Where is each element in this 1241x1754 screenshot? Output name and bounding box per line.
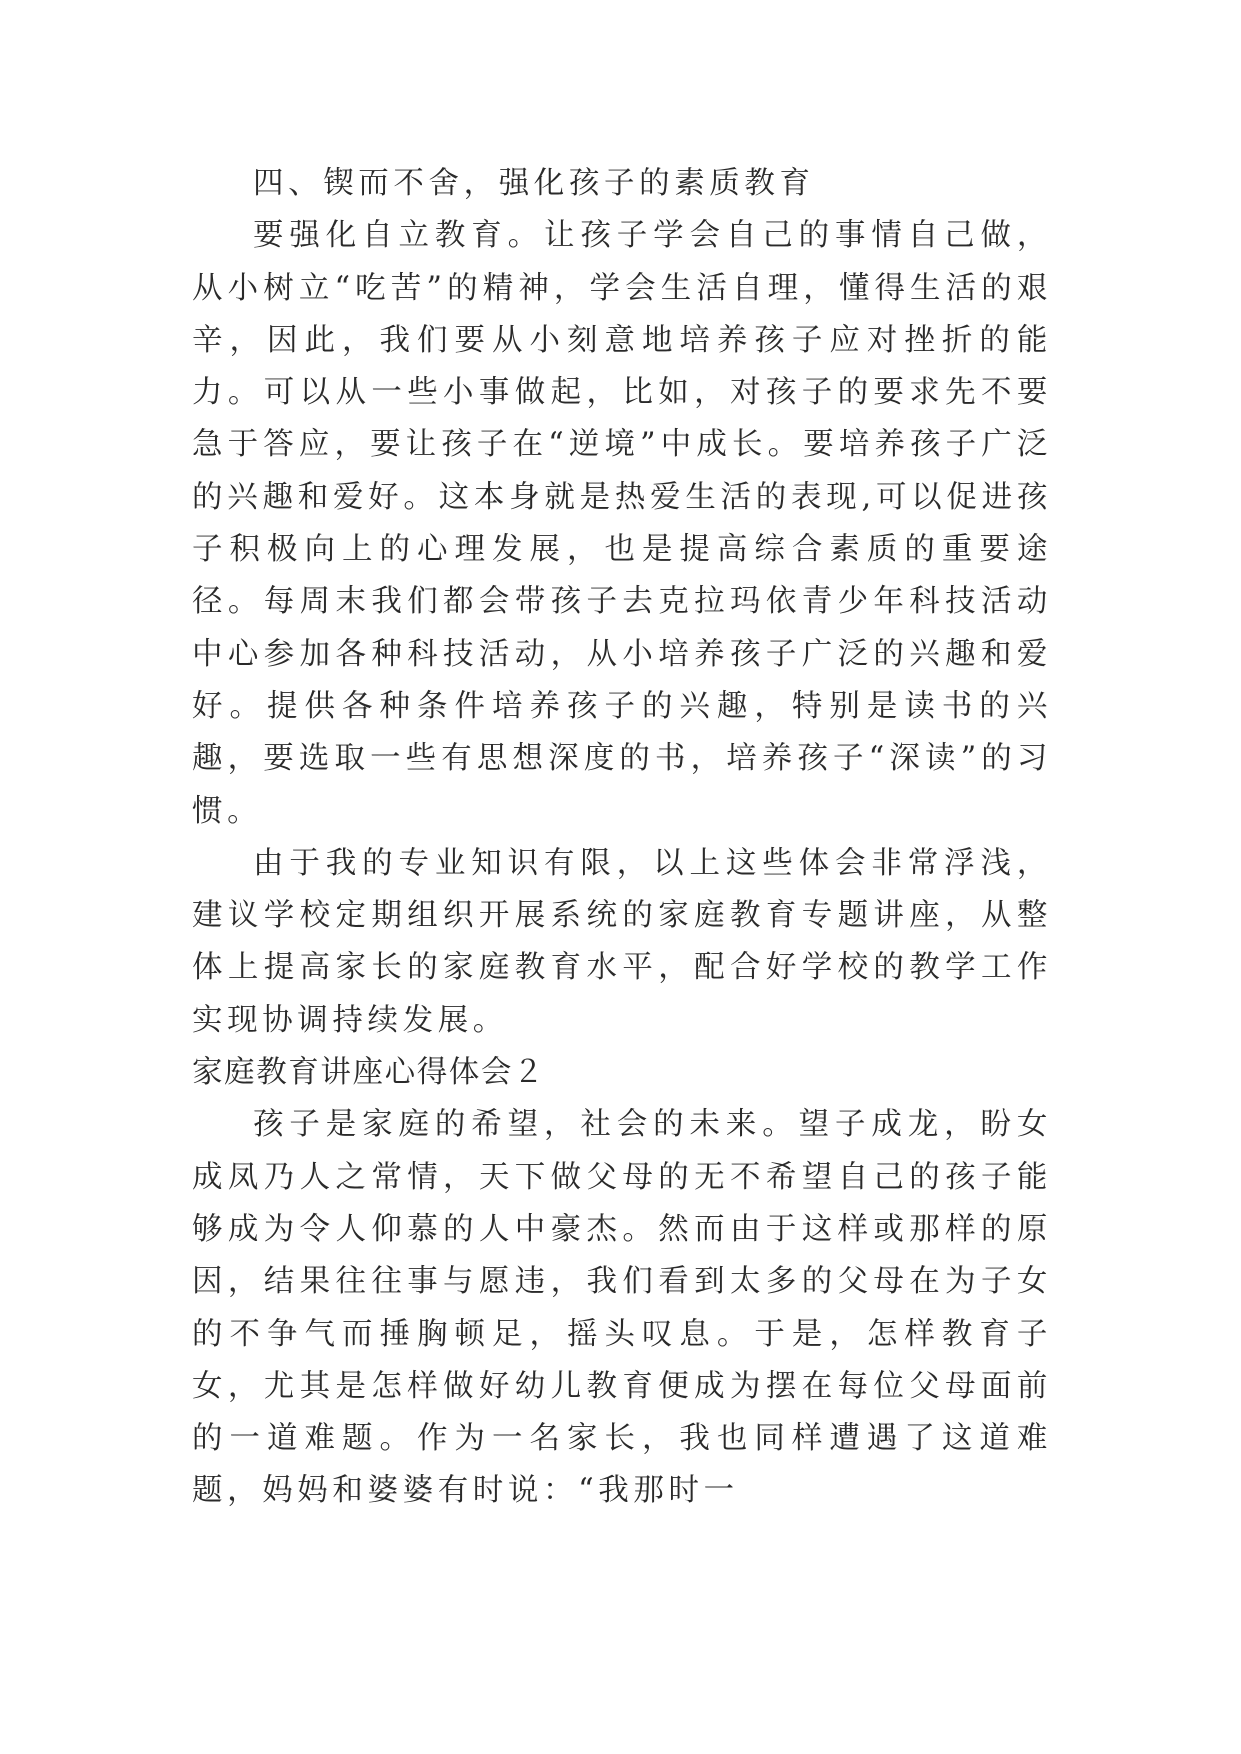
document-body	[192, 158, 1052, 1518]
paragraph-suggestion: 由于我的专业知识有限，以上这些体会非常浮浅，建议学校定期组织开展系统的家庭教育专题讲座，从整体上提高家长的家庭教育水平，配合好学校的教学工作实现协调持续发展。	[192, 845, 1052, 1038]
section-title: 家庭教育讲座心得体会２	[192, 1055, 546, 1091]
paragraph-self-reliance: 要强化自立教育。让孩子学会自己的事情自己做，从小树立“吃苦”的精神，学会生活自理，懂得生活的艰辛，因此，我们要从小刻意地培养孩子应对挫折的能力。可以从一些小事做起，比如，对孩子的要求先不要急于答应，要让孩子在“逆境”中成长。要培养孩子广泛的兴趣和爱好。这本身就是热爱生活的表现,可以促进孩子积极向上的心理发展，也是提高综合素质的重要途径。每周末我们都会带孩子去克拉玛依青少年科技活动中心参加各种科技活动，从小培养孩子广泛的兴趣和爱好。提供各种条件培养孩子的兴趣，特别是读书的兴趣，要选取一些有思想深度的书，培养孩子“深读”的习惯。	[192, 218, 1052, 829]
paragraph-intro: 孩子是家庭的希望，社会的未来。望子成龙，盼女成凤乃人之常情，天下做父母的无不希望自己的孩子能够成为令人仰慕的人中豪杰。然而由于这样或那样的原因，结果往往事与愿违，我们看到太多的父母在为子女的不争气而捶胸顿足，摇头叹息。于是，怎样教育子女，尤其是怎样做好幼儿教育便成为摆在每位父母面前的一道难题。作为一名家长，我也同样遭遇了这道难题，妈妈和婆婆有时说：“我那时一	[192, 1107, 1052, 1509]
section-heading: 四、锲而不舍，强化孩子的素质教育	[253, 166, 815, 201]
